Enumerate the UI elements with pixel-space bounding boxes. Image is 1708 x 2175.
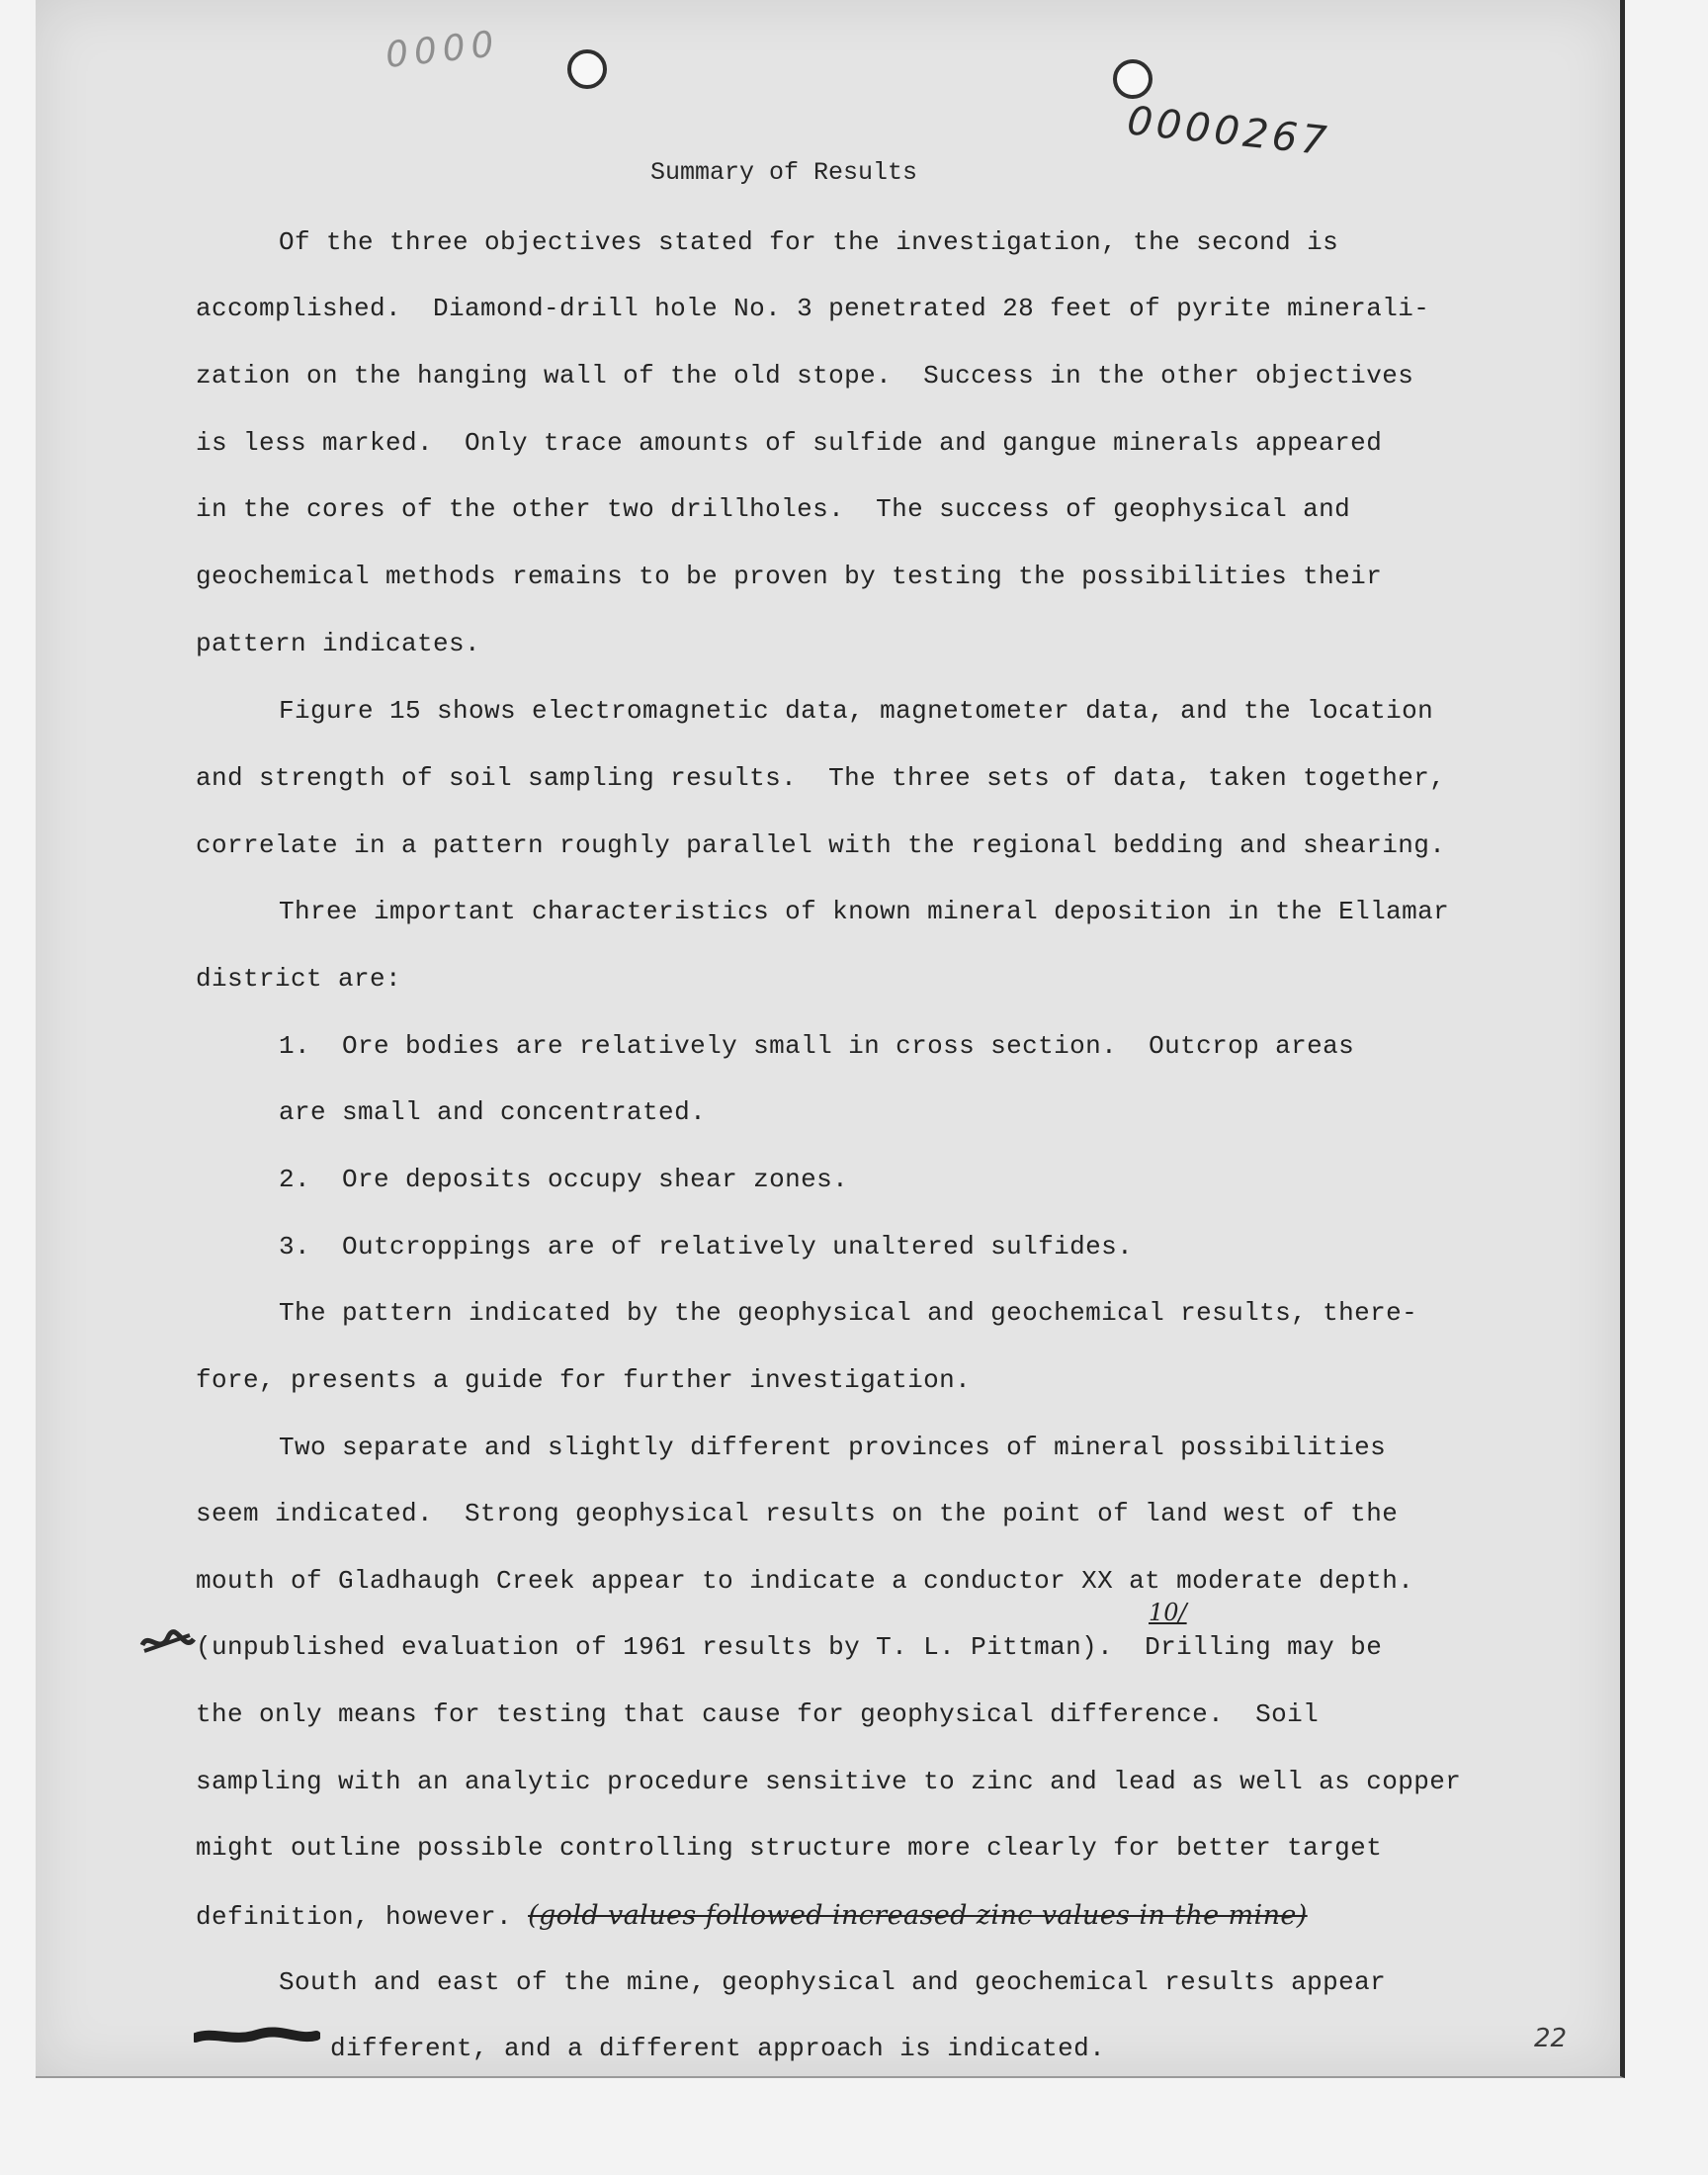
text-line-prefix: definition, however. [196, 1902, 529, 1932]
redaction-mark [194, 2027, 320, 2048]
punch-hole [1113, 59, 1153, 99]
text-line: mouth of Gladhaugh Creek appear to indicate a conductor XX at moderate depth. [196, 1566, 1414, 1596]
punch-hole [567, 49, 607, 89]
page-number: 22 [1534, 2024, 1568, 2053]
page-title: Summary of Results [650, 158, 918, 187]
list-item: 2. Ore deposits occupy shear zones. [279, 1165, 849, 1194]
text-line: correlate in a pattern roughly parallel with the regional bedding and shearing. [196, 830, 1446, 860]
text-line: The pattern indicated by the geophysical and geochemical results, there- [279, 1298, 1418, 1328]
list-item: 3. Outcroppings are of relatively unaltered sulfides. [279, 1232, 1134, 1262]
text-line: accomplished. Diamond-drill hole No. 3 penetrated 28 feet of pyrite minerali- [196, 294, 1430, 323]
text-line: and strength of soil sampling results. The three sets of data, taken together, [196, 763, 1446, 793]
text-line: different, and a different approach is indicated. [314, 2034, 1106, 2063]
text-line: South and east of the mine, geophysical and geochemical results appear [279, 1967, 1387, 1997]
text-line: might outline possible controlling structure more clearly for better target [196, 1833, 1383, 1863]
text-line: the only means for testing that cause for geophysical difference. Soil [196, 1699, 1320, 1729]
text-line: Of the three objectives stated for the investigation, the second is [279, 227, 1339, 257]
text-line: zation on the hanging wall of the old stope. Success in the other objectives [196, 361, 1414, 391]
text-line: Two separate and slightly different provinces of mineral possibilities [279, 1433, 1387, 1462]
struck-handwritten-annotation: (gold values followed increased zinc values in the mine) [528, 1900, 1308, 1931]
text-line [196, 1900, 1308, 1932]
text-line: pattern indicates. [196, 629, 481, 658]
text-line: seem indicated. Strong geophysical results on the point of land west of the [196, 1499, 1399, 1528]
text-line: is less marked. Only trace amounts of sulfide and gangue minerals appeared [196, 428, 1383, 458]
footnote-reference: 10/ [1149, 1599, 1187, 1626]
text-line: (unpublished evaluation of 1961 results by T. L. Pittman). Drilling may be [196, 1632, 1383, 1662]
list-item-continuation: are small and concentrated. [279, 1097, 707, 1127]
text-line: geochemical methods remains to be proven by testing the possibilities their [196, 562, 1383, 591]
text-line: in the cores of the other two drillholes. The success of geophysical and [196, 494, 1351, 524]
text-line: district are: [196, 964, 402, 994]
document-stamp-number: 0000267 [1125, 98, 1332, 165]
ghost-stamp: 0000 [384, 24, 502, 76]
list-item: 1. Ore bodies are relatively small in cross section. Outcrop areas [279, 1031, 1355, 1061]
text-line: Figure 15 shows electromagnetic data, magnetometer data, and the location [279, 696, 1434, 726]
scribble-mark [138, 1625, 198, 1661]
text-line: sampling with an analytic procedure sensitive to zinc and lead as well as copper [196, 1767, 1462, 1796]
text-line: Three important characteristics of known mineral deposition in the Ellamar [279, 897, 1450, 926]
text-line: fore, presents a guide for further investigation. [196, 1365, 972, 1395]
